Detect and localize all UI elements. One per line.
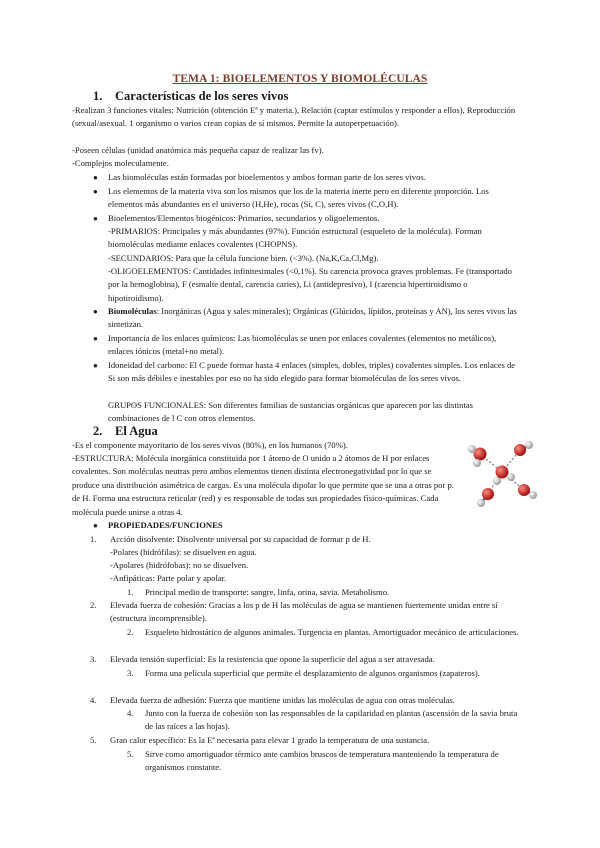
bullet-icon: ● <box>93 214 98 223</box>
property-text: Elevada fuerza de adhesión: Fuerza que mantiene unidas las moléculas de agua con otras moléculas. <box>110 695 455 705</box>
function-text: Forma una película superficial que permite el desplazamiento de algunos organismos (zapateros). <box>145 668 480 678</box>
function-text: Principal medio de transporte: sangre, linfa, orina, savia. Metabolismo. <box>145 587 390 597</box>
property-subitem: -Anfipáticas: Parte polar y apolar. <box>110 573 227 583</box>
function-text: Sirve como amortiguador térmico ante cambios bruscos de temperatura manteniendo la temperatura de organismos constante. <box>145 749 499 773</box>
function-number: 3. <box>127 668 134 678</box>
section-2-number: 2. <box>93 424 103 438</box>
section-1-paragraph: -Poseen células (unidad anatómica más pequeña capaz de realizar las fv). <box>72 145 324 155</box>
list-item: Bioelementos/Elementos biogénicos: Primarios, secundarios y oligoelementos. <box>108 213 380 223</box>
property-subitem: -Polares (hidrófilas): se disuelven en agua. <box>110 547 257 557</box>
property-subitem: -Apolares (hidrófobas): no se disuelven. <box>110 560 249 570</box>
bullet-icon: ● <box>93 173 98 182</box>
bullet-icon: ● <box>93 521 98 530</box>
section-1-number: 1. <box>93 89 103 103</box>
function-number: 1. <box>127 587 134 597</box>
property-text: Elevada tensión superficial: Es la resistencia que opone la superficie del agua a ser atravesada. <box>110 654 435 664</box>
list-item-detail: -PRIMARIOS: Principales y más abundantes (97%). Función estructural (esqueleto de la molécula). Forman biomoléculas mediante enlaces covalentes (CHOPNS). <box>108 226 482 250</box>
section-2-paragraph: -Es el componente mayoritario de los seres vivos (80%), en los humanos (70%). <box>72 440 348 450</box>
list-item-detail: -OLIGOELEMENTOS: Cantidades infinitesimales (<0,1%). Su carencia provoca graves problemas. Fe (transportado por la hemoglobina), F (esmalte dental, carencia caries), Li (antidepresivo), I (carencia hipertiroidismo o hipotiroidismo). <box>108 266 512 303</box>
function-number: 4. <box>127 708 134 718</box>
property-number: 1. <box>90 534 97 544</box>
property-number: 2. <box>90 600 97 610</box>
section-1-title: Características de los seres vivos <box>115 89 289 103</box>
bullet-icon: ● <box>93 334 98 343</box>
section-2-title: El Agua <box>115 424 158 438</box>
bullet-icon: ● <box>93 361 98 370</box>
list-item-detail: -SECUNDARIOS: Para que la célula funcione bien. (<3%). (Na,K,Ca,Cl,Mg). <box>108 253 379 263</box>
list-item <box>108 305 522 332</box>
bullet-icon: ● <box>93 187 98 196</box>
function-text: Esqueleto hidrostático de algunos animales. Turgencia en plantas. Amortiguador mecánico de articulaciones. <box>145 627 519 637</box>
properties-heading: PROPIEDADES/FUNCIONES <box>108 520 223 530</box>
property-number: 3. <box>90 654 97 664</box>
function-number: 5. <box>127 749 134 759</box>
function-number: 2. <box>127 627 134 637</box>
bullet-icon: ● <box>93 307 98 316</box>
property-text: Elevada fuerza de cohesión: Gracias a los p de H las moléculas de agua se mantienen fuertemente unidas entre sí (estructura incomprensible). <box>110 600 498 624</box>
section-1-paragraph: -Realizan 3 funciones vitales: Nutrición (obtención Eª y materia.), Relación (captar estímulos y responder a ellos), Reproducción (sexual/asexual. 1 organismo o varios crean copias de sí mismos. Permite la autoperpetuación). <box>72 105 516 129</box>
section-2-paragraph: -ESTRUCTURA: Molécula inorgánica constituida por 1 átomo de O unido a 2 átomos de H por enlaces covalentes. Son moléculas neutras pero ambos elementos tienen distinta electronegatividad por lo que se produce una distribución asimétrica de cargas. Es una molécula dipolar lo que permite que se una a otras por p. de H. Forma una estructura reticular (red) y es responsable de todas sus propiedades físico-químicas. Cada molécula puede unirse a otras 4. <box>72 453 454 517</box>
page-title: TEMA 1: BIOELEMENTOS Y BIOMOLÉCULAS <box>172 73 428 85</box>
property-number: 5. <box>90 735 97 745</box>
list-item: Los elementos de la materia viva son los mismos que los de la materia inerte pero en diferente proporción. Los elementos más abundantes en el universo (H,He), rocas (Si, C), seres vivos (C,O,H). <box>108 186 489 210</box>
list-item: Importancia de los enlaces químicos: Las biomoléculas se unen por enlaces covalentes (elementos no metálicos), enlaces iónicos (metal+no metal). <box>108 333 497 357</box>
list-item-bold-term: Biomoléculas <box>108 306 157 316</box>
property-text: Acción disolvente: Disolvente universal por su capacidad de formar p de H. <box>110 534 371 544</box>
section-1-paragraph: -Complejos moleculamente. <box>72 158 169 168</box>
list-item: Idoneidad del carbono: El C puede formar hasta 4 enlaces (simples, dobles, triples) covalentes simples. Los enlaces de Si son más débiles e inestables por eso no ha sido elegido para formar biomoléculas de los seres vivos. <box>108 360 516 384</box>
property-number: 4. <box>90 695 97 705</box>
property-text: Gran calor específico: Es la Eª necesaria para elevar 1 grado la temperatura de una sustancia. <box>110 735 430 745</box>
function-text: Junto con la fuerza de cohesión son las responsables de la capilaridad en plantas (ascensión de la savia bruta de las raíces a las hojas). <box>145 708 518 732</box>
list-item-detail: GRUPOS FUNCIONALES: Son diferentes familias de sustancias orgánicas que aparecen por las distintas combinaciones de l C con otros elementos. <box>108 400 474 424</box>
water-molecule-image <box>458 432 540 514</box>
list-item-text: : Inorgánicas (Agua y sales minerales); Orgánicas (Glúcidos, lípidos, proteínas y AN), los seres vivos las sintetizan. <box>108 306 517 330</box>
list-item: Las biomoléculas están formadas por bioelementos y ambos forman parte de los seres vivos. <box>108 172 426 182</box>
